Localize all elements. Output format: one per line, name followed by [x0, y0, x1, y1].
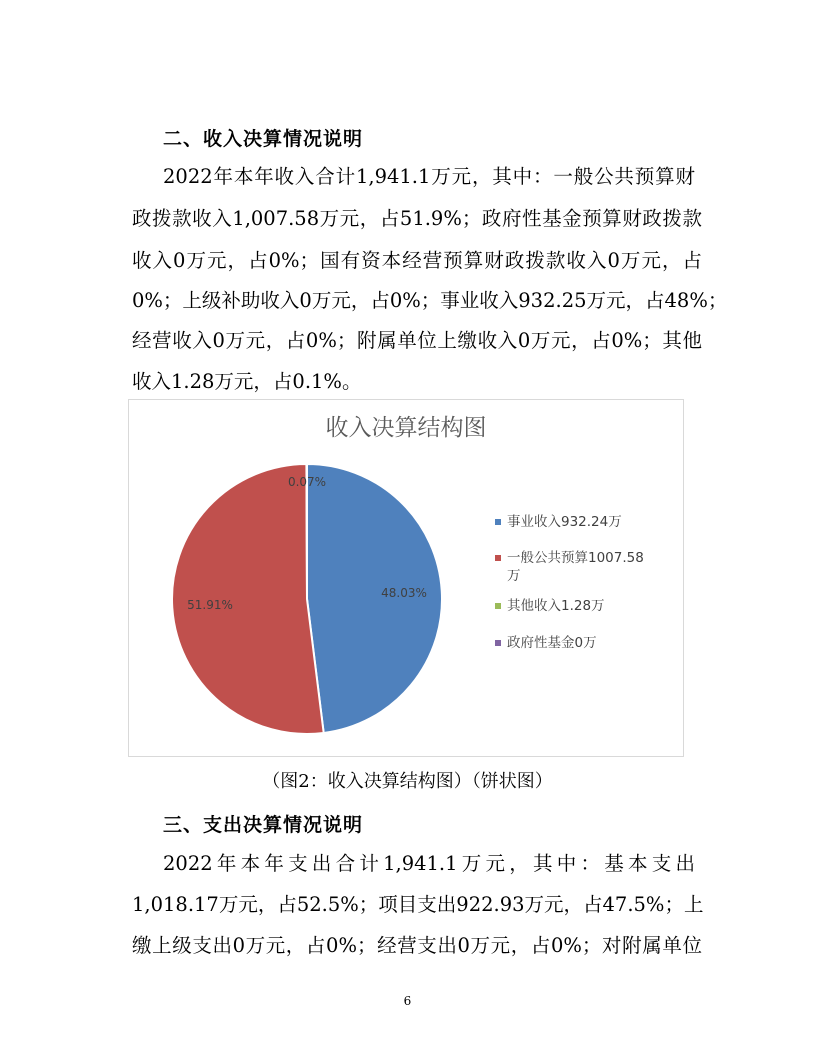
paragraph-line: 2022年本年支出合计1,941.1万元，其中：基本支出: [163, 852, 695, 875]
paragraph-line: 收入1.28万元，占0.1%。: [132, 370, 362, 393]
slice-percent-label: 48.03%: [381, 585, 427, 600]
income-pie-chart: [128, 399, 684, 757]
paragraph-line: 政拨款收入1,007.58万元，占51.9%；政府性基金预算财政拨款: [132, 207, 702, 230]
legend-swatch: [495, 603, 501, 609]
legend-entry: 事业收入932.24万: [507, 514, 622, 530]
section3-heading: 三、支出决算情况说明: [163, 814, 364, 836]
paragraph-line: 2022年本年收入合计1,941.1万元，其中：一般公共预算财: [163, 165, 695, 188]
paragraph-line: 经营收入0万元，占0%；附属单位上缴收入0万元，占0%；其他: [132, 329, 702, 352]
legend-swatch: [495, 519, 501, 525]
legend-entry: 一般公共预算1007.58 万: [507, 550, 644, 584]
section2-heading: 二、收入决算情况说明: [163, 128, 364, 150]
slice-percent-label: 51.91%: [187, 598, 233, 613]
legend-entry: 其他收入1.28万: [507, 598, 605, 614]
slice-percent-label: 0.07%: [287, 475, 327, 489]
paragraph-line: 1,018.17万元，占52.5%；项目支出922.93万元，占47.5%；上: [132, 893, 704, 916]
page-number: 6: [403, 994, 412, 1008]
figure-caption: （图2：收入决算结构图）（饼状图）: [262, 771, 553, 792]
paragraph-line: 收入0万元，占0%；国有资本经营预算财政拨款收入0万元，占: [132, 249, 702, 272]
legend-swatch: [495, 640, 501, 646]
legend-swatch: [495, 555, 501, 561]
paragraph-line: 0%；上级补助收入0万元，占0%；事业收入932.25万元，占48%；: [132, 289, 728, 312]
pie-chart-canvas: [129, 400, 683, 756]
paragraph-line: 缴上级支出0万元，占0%；经营支出0万元，占0%；对附属单位: [132, 934, 702, 957]
legend-entry: 政府性基金0万: [507, 635, 597, 651]
chart-title: 收入决算结构图: [325, 415, 487, 441]
